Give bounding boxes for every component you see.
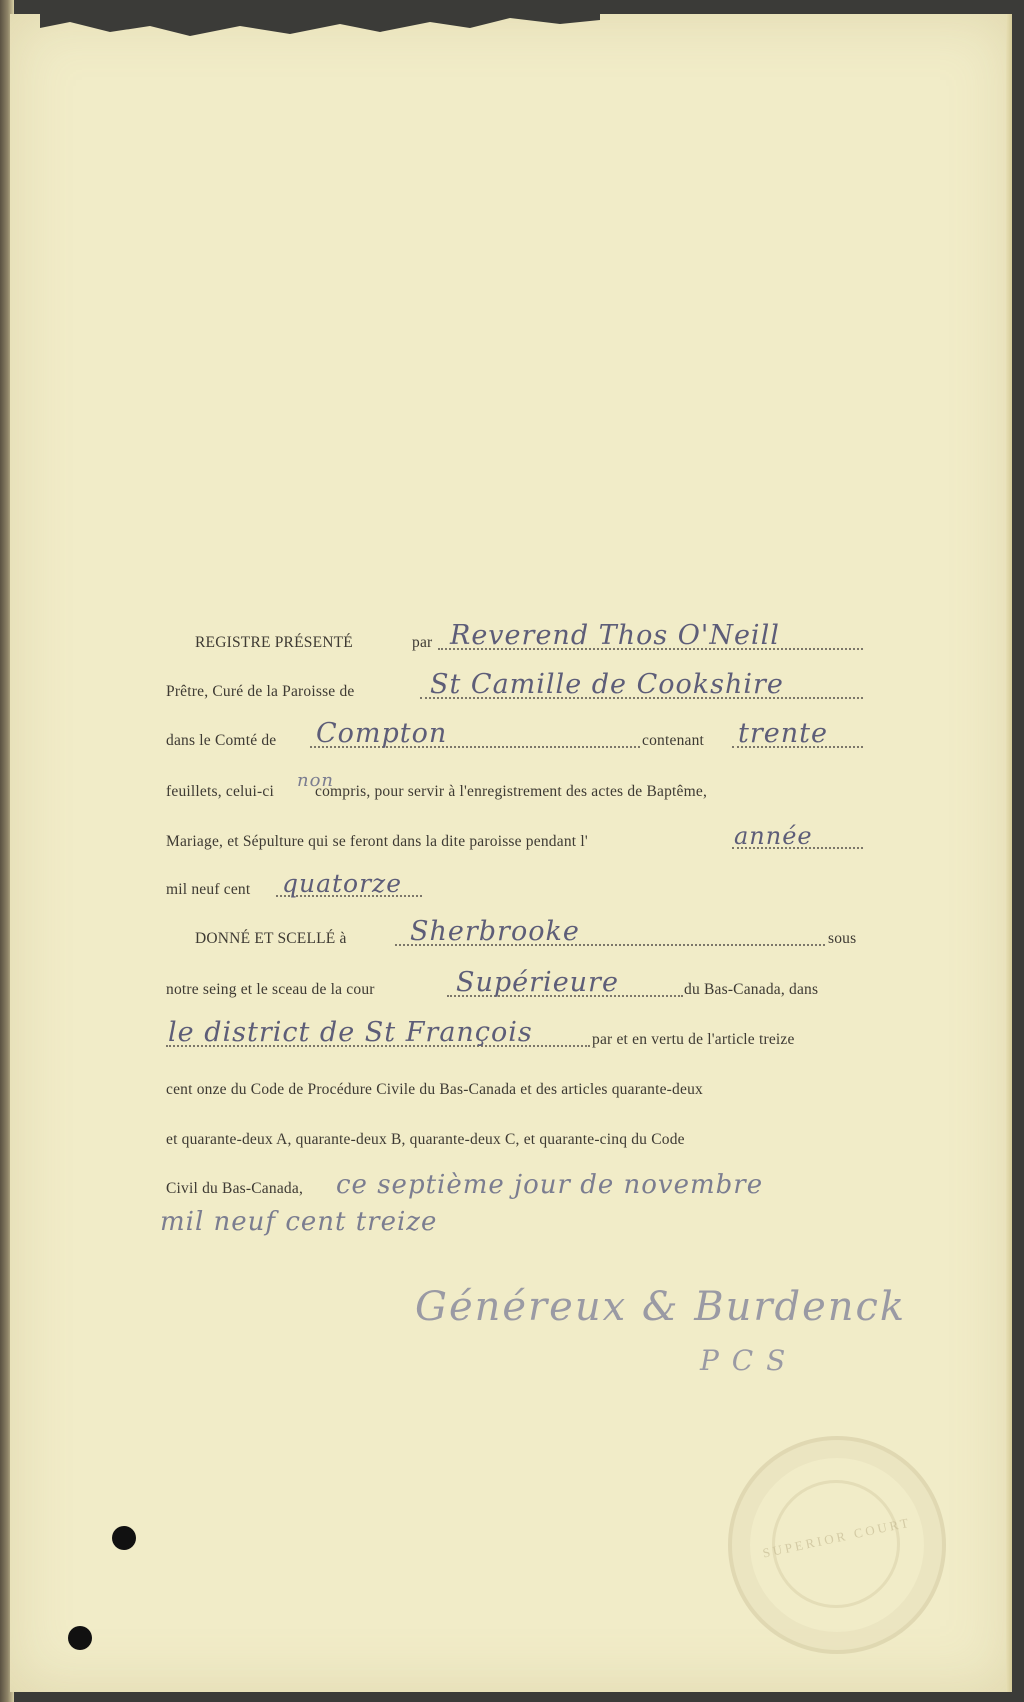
label-seing-sceau: notre seing et le sceau de la cour xyxy=(166,981,375,998)
handwritten-date-day: ce septième jour de novembre xyxy=(336,1170,764,1200)
form-line-parish xyxy=(10,669,1012,709)
embossed-court-seal xyxy=(728,1436,946,1654)
label-mil-neuf-cent: mil neuf cent xyxy=(166,881,251,898)
handwritten-county: Compton xyxy=(316,718,448,749)
signature-name: Généreux & Burdenck xyxy=(415,1284,907,1330)
signature-title: P C S xyxy=(700,1344,788,1377)
form-line-mariage xyxy=(10,819,1012,859)
label-parish: Prêtre, Curé de la Paroisse de xyxy=(166,683,355,700)
label-donne-et-scelle: DONNÉ ET SCELLÉ à xyxy=(195,930,347,947)
seal-lettering: SUPERIOR COURT xyxy=(761,1514,913,1561)
handwritten-city: Sherbrooke xyxy=(410,916,580,947)
form-line-date-year xyxy=(10,1206,1012,1246)
label-mariage: Mariage, et Sépulture qui se feront dans la dite paroisse pendant l' xyxy=(166,833,588,850)
form-line-code-procedure xyxy=(10,1067,1012,1107)
label-code-civil: Civil du Bas-Canada, xyxy=(166,1180,304,1197)
form-line-leaves xyxy=(10,769,1012,809)
form-line-presented-by xyxy=(10,620,1012,660)
form-line-date xyxy=(10,1166,1012,1206)
form-line-year xyxy=(10,867,1012,907)
form-line-articles xyxy=(10,1117,1012,1157)
handwritten-priest-name: Reverend Thos O'Neill xyxy=(450,620,780,651)
form-line-court xyxy=(10,967,1012,1007)
handwritten-year-word: quatorze xyxy=(282,869,403,898)
handwritten-leaf-count: trente xyxy=(738,718,828,749)
label-compris: compris, pour servir à l'enregistrement des actes de Baptême, xyxy=(315,783,708,800)
handwritten-court-name: Supérieure xyxy=(456,967,619,998)
handwritten-date-year: mil neuf cent treize xyxy=(160,1207,438,1237)
label-articles: et quarante-deux A, quarante-deux B, quarante-deux C, et quarante-cinq du Code xyxy=(166,1131,685,1148)
handwritten-district: le district de St François xyxy=(168,1017,533,1048)
handwritten-non-insert: non xyxy=(297,770,335,791)
handwritten-annee: année xyxy=(734,822,813,850)
register-page xyxy=(10,14,1012,1692)
handwritten-parish-name: St Camille de Cookshire xyxy=(430,669,784,700)
torn-paper-edge xyxy=(40,14,600,40)
form-line-given-at xyxy=(10,916,1012,956)
punch-hole-lower xyxy=(68,1626,92,1650)
form-line-county xyxy=(10,718,1012,758)
label-county: dans le Comté de xyxy=(166,732,277,749)
label-bas-canada-dans: du Bas-Canada, dans xyxy=(684,981,819,998)
label-article-treize: par et en vertu de l'article treize xyxy=(592,1031,795,1048)
label-code-procedure: cent onze du Code de Procédure Civile du Bas-Canada et des articles quarante-deux xyxy=(166,1081,703,1098)
label-par: par xyxy=(412,634,433,651)
form-line-district xyxy=(10,1017,1012,1057)
label-contenant: contenant xyxy=(642,732,705,749)
punch-hole-upper xyxy=(112,1526,136,1550)
label-registre-presente: REGISTRE PRÉSENTÉ xyxy=(195,634,353,651)
label-feuillets: feuillets, celui-ci xyxy=(166,783,274,800)
label-sous: sous xyxy=(828,930,857,947)
